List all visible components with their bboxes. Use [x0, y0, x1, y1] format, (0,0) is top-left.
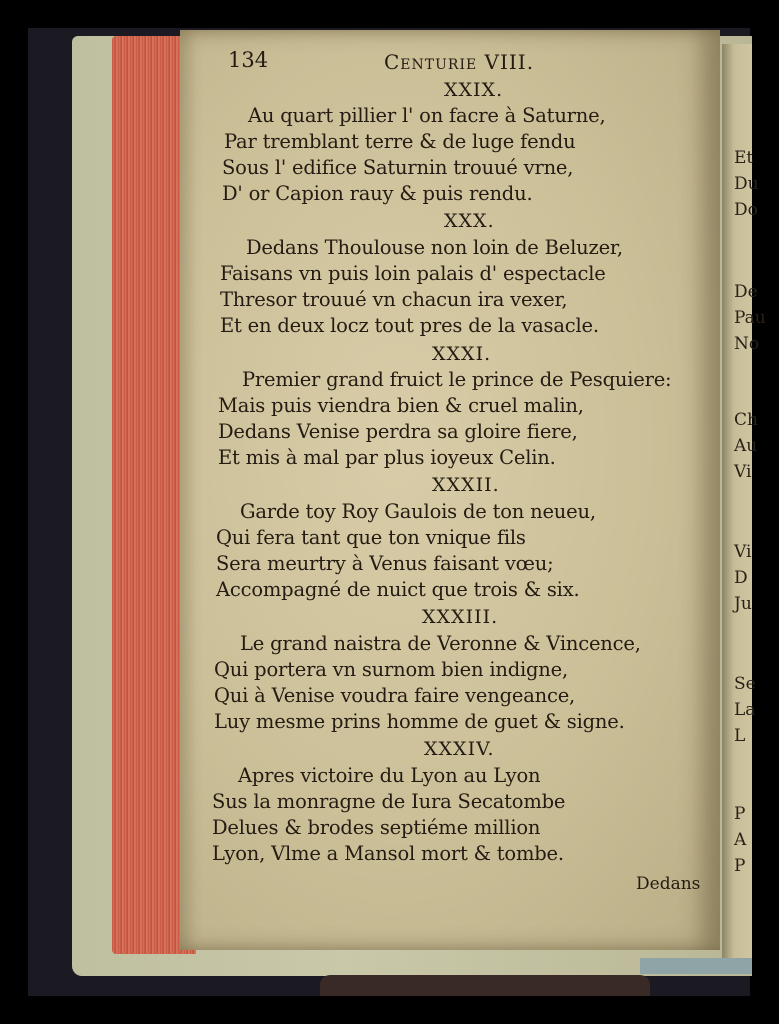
verse-line: Sera meurtry à Venus faisant vœu; [216, 552, 554, 575]
catchword: Dedans [636, 874, 701, 894]
quatrain-numeral: XXXIV. [424, 738, 495, 760]
facing-fragment: A [734, 830, 747, 850]
verse-line: Au quart pillier l' on facre à Saturne, [248, 104, 606, 127]
quatrain-numeral: XXIX. [444, 79, 504, 101]
verse-line: Thresor trouué vn chacun ira vexer, [220, 288, 568, 311]
facing-fragment: Du [734, 174, 759, 194]
verse-line: Le grand naistra de Veronne & Vincence, [240, 632, 641, 655]
facing-fragment: De [734, 282, 758, 302]
facing-fragment: D [734, 568, 748, 588]
verse-line: Et mis à mal par plus ioyeux Celin. [218, 446, 556, 469]
verse-line: Qui à Venise voudra faire vengeance, [214, 684, 576, 707]
verse-line: Par tremblant terre & de luge fendu [224, 130, 576, 153]
facing-fragment: Au [734, 436, 758, 456]
facing-fragment: Ju [734, 594, 752, 614]
facing-fragment: Se [734, 674, 756, 694]
verse-line: Qui portera vn surnom bien indigne, [214, 658, 569, 681]
quatrain-numeral: XXXII. [432, 474, 500, 496]
facing-fragment: No [734, 334, 760, 354]
verse-line: D' or Capion rauy & puis rendu. [222, 182, 533, 205]
cover-strip [640, 958, 752, 974]
verse-line: Premier grand fruict le prince de Pesquiere: [242, 368, 672, 391]
verse-line: Sus la monragne de Iura Secatombe [212, 790, 566, 813]
verse-line: Dedans Venise perdra sa gloire fiere, [218, 420, 578, 443]
verse-line: Et en deux locz tout pres de la vasacle. [220, 314, 599, 337]
running-head: Centurie VIII. [384, 50, 535, 74]
verse-line: Delues & brodes septiéme million [212, 816, 541, 839]
facing-fragment: P [734, 856, 746, 876]
verse-line: Sous l' edifice Saturnin trouué vrne, [222, 156, 574, 179]
verse-line: Garde toy Roy Gaulois de ton neueu, [240, 500, 596, 523]
facing-fragment: Vi [734, 542, 752, 562]
quatrain-numeral: XXX. [444, 210, 495, 232]
verse-line: Dedans Thoulouse non loin de Beluzer, [246, 236, 623, 259]
facing-fragment: Et [734, 148, 754, 168]
facing-fragment: L [734, 726, 746, 746]
quatrain-numeral: XXXI. [432, 343, 492, 365]
verse-line: Luy mesme prins homme de guet & signe. [214, 710, 625, 733]
verse-line: Accompagné de nuict que trois & six. [216, 578, 580, 601]
facing-fragment: Ch [734, 410, 758, 430]
verse-line: Apres victoire du Lyon au Lyon [238, 764, 541, 787]
facing-fragment: La [734, 700, 756, 720]
verse-line: Lyon, Vlme a Mansol mort & tombe. [212, 842, 564, 865]
facing-fragment: Vi [734, 462, 752, 482]
verse-line: Faisans vn puis loin palais d' espectacle [220, 262, 606, 285]
quatrain-numeral: XXXIII. [422, 606, 499, 628]
facing-fragment: Do [734, 200, 758, 220]
facing-fragment: Pau [734, 308, 766, 328]
verse-line: Qui fera tant que ton vnique fils [216, 526, 526, 549]
holding-thumb [320, 975, 650, 996]
facing-fragment: P [734, 804, 746, 824]
facing-page [722, 44, 766, 962]
verse-line: Mais puis viendra bien & cruel malin, [218, 394, 584, 417]
page-number: 134 [228, 48, 269, 72]
